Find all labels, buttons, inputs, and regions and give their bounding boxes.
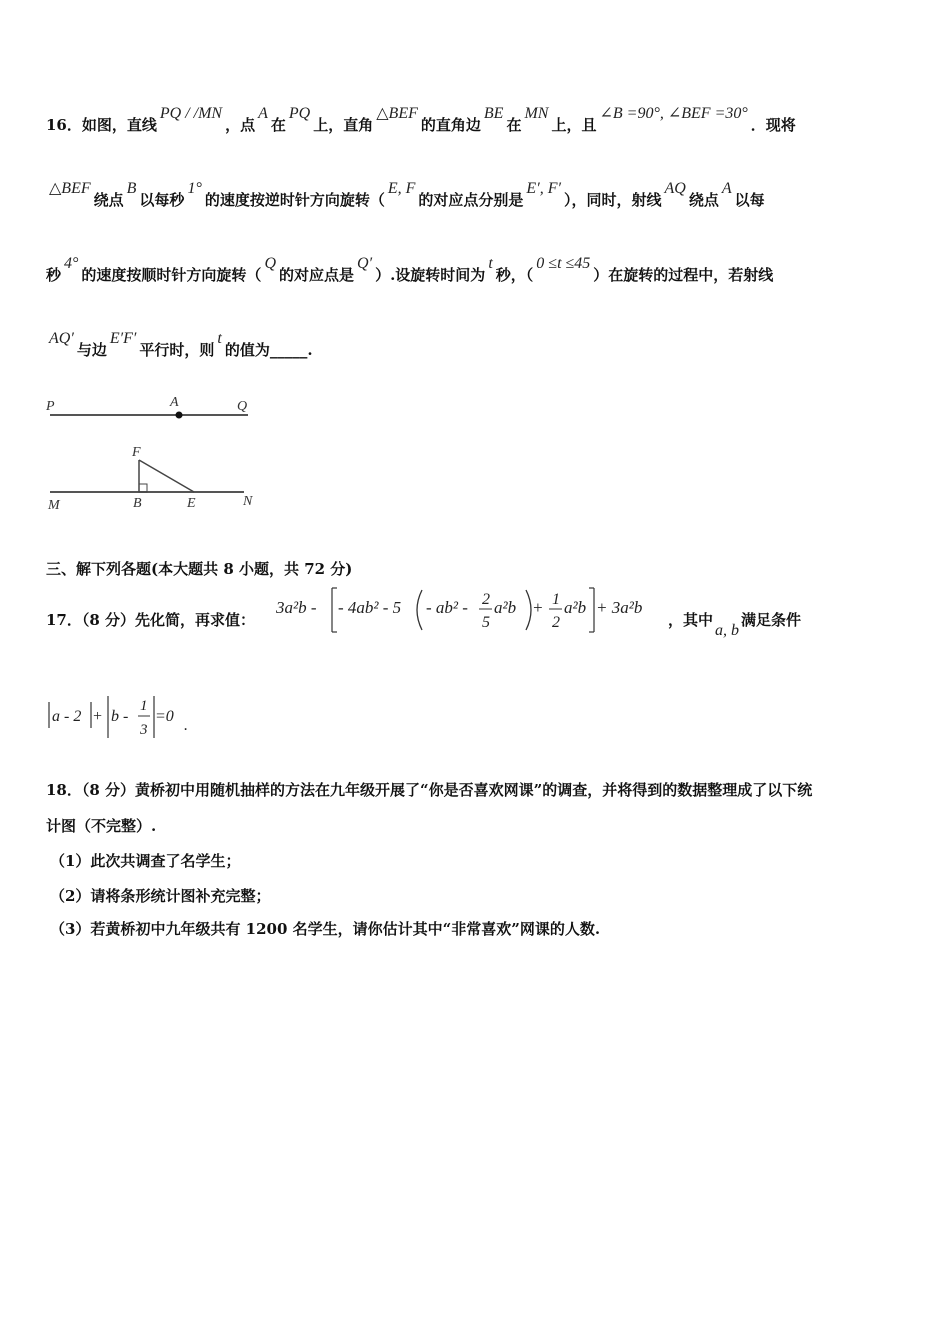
text: ，点 bbox=[225, 116, 256, 134]
point-a bbox=[176, 412, 183, 419]
math-q-prime: Q′ bbox=[357, 255, 373, 272]
math-triangle-bef: △BEF bbox=[376, 105, 418, 122]
math-t: t bbox=[217, 330, 222, 347]
q17-lead: 17．（8 分）先化简，再求值： bbox=[46, 611, 256, 629]
right-paren bbox=[526, 590, 531, 630]
text: ，其中 bbox=[668, 611, 714, 629]
math-e-prime-f-prime: E′, F′ bbox=[526, 180, 561, 197]
label-e: E bbox=[187, 496, 196, 511]
cond-term-b: b - bbox=[111, 708, 129, 725]
label-a: A bbox=[170, 395, 179, 410]
left-paren bbox=[417, 590, 422, 630]
cond-frac-den: 3 bbox=[140, 722, 148, 738]
cond-frac-num: 1 bbox=[140, 698, 148, 714]
q16-figure bbox=[40, 388, 280, 518]
math-a: A bbox=[721, 180, 732, 197]
text: 绕点 bbox=[93, 191, 124, 209]
section-3-heading: 三、解下列各题(本大题共 8 小题，共 72 分) bbox=[46, 560, 353, 578]
math-triangle-bef: △BEF bbox=[49, 180, 91, 197]
expr-term-7: + 3a²b bbox=[596, 598, 643, 617]
expr-term-1: 3a²b - bbox=[276, 598, 317, 617]
math-a: A bbox=[258, 105, 268, 122]
math-q: Q bbox=[264, 255, 276, 272]
right-angle-mark bbox=[139, 484, 147, 492]
text: 绕点 bbox=[688, 191, 719, 209]
q18-line-2: 计图（不完整）. bbox=[46, 817, 157, 835]
text: 的速度按顺时针方向旋转（ bbox=[81, 266, 262, 284]
cond-eq: =0 bbox=[155, 708, 174, 725]
math-t: t bbox=[488, 255, 493, 272]
math-4-degree: 4° bbox=[64, 255, 79, 272]
q18-sub-3: （3）若黄桥初中九年级共有 1200 名学生，请你估计其中“非常喜欢”网课的人数. bbox=[50, 920, 601, 938]
expr-term-3: - ab² - bbox=[426, 598, 468, 617]
text: ），同时，射线 bbox=[563, 191, 662, 209]
text: 以每秒 bbox=[139, 191, 185, 209]
math-aq-prime: AQ′ bbox=[49, 330, 74, 347]
q18-line-1: 18．（8 分）黄桥初中用随机抽样的方法在九年级开展了“你是否喜欢网课”的调查，并将得到的数据整理成了以下统 bbox=[46, 781, 813, 799]
q16-line-4 bbox=[46, 330, 904, 360]
text: ．现将 bbox=[750, 116, 796, 134]
label-b: B bbox=[133, 496, 142, 511]
frac1-den: 5 bbox=[482, 614, 490, 631]
expr-term-2: - 4ab² - 5 bbox=[338, 598, 402, 617]
text: 的直角边 bbox=[420, 116, 481, 134]
text: 上，直角 bbox=[313, 116, 374, 134]
expr-term-5: + bbox=[532, 598, 544, 617]
label-n: N bbox=[243, 494, 253, 509]
expr-term-6: a²b bbox=[564, 598, 587, 617]
math-e-prime-f-prime: E′F′ bbox=[109, 330, 137, 347]
cond-end: . bbox=[184, 717, 188, 734]
label-q: Q bbox=[237, 399, 248, 414]
math-pq-parallel-mn: PQ / /MN bbox=[159, 105, 223, 122]
expr-term-4: a²b bbox=[494, 598, 517, 617]
math-angles: ∠B =90°, ∠BEF =30° bbox=[599, 105, 748, 122]
q16-line-1 bbox=[46, 105, 904, 135]
text: 秒，（ bbox=[495, 266, 534, 284]
label-p: P bbox=[46, 399, 55, 414]
q17-condition bbox=[44, 694, 204, 742]
math-mn: MN bbox=[524, 105, 549, 122]
text: 上，且 bbox=[551, 116, 597, 134]
label-f: F bbox=[132, 445, 141, 460]
label-m: M bbox=[48, 498, 60, 513]
q16-line-3 bbox=[46, 255, 904, 285]
text: 在 bbox=[270, 116, 286, 134]
math-a-b: a, b bbox=[715, 622, 740, 639]
text: 以每 bbox=[734, 191, 765, 209]
text: ）.设旋转时间为 bbox=[375, 266, 486, 284]
text: 的对应点分别是 bbox=[418, 191, 524, 209]
q18-sub-2: （2）请将条形统计图补充完整； bbox=[50, 887, 271, 905]
text: 的速度按逆时针方向旋转（ bbox=[204, 191, 385, 209]
text: 在 bbox=[506, 116, 522, 134]
text: 满足条件 bbox=[741, 611, 802, 629]
math-b: B bbox=[126, 180, 137, 197]
q17-expression bbox=[272, 584, 662, 636]
frac2-den: 2 bbox=[552, 614, 560, 631]
text: 与边 bbox=[76, 341, 107, 359]
frac2-num: 1 bbox=[552, 591, 560, 608]
cond-plus: + bbox=[92, 708, 103, 725]
q16-line-2 bbox=[46, 180, 904, 210]
text: 的值为_____. bbox=[224, 341, 313, 359]
text: 秒 bbox=[46, 266, 62, 284]
frac1-num: 2 bbox=[482, 591, 490, 608]
text: 16．如图，直线 bbox=[46, 116, 157, 134]
text: 平行时，则 bbox=[139, 341, 215, 359]
q18-sub-1: （1）此次共调查了名学生； bbox=[50, 852, 241, 870]
math-aq: AQ bbox=[664, 180, 686, 197]
cond-term-a: a - 2 bbox=[52, 708, 82, 725]
math-1-degree: 1° bbox=[187, 180, 202, 197]
math-pq: PQ bbox=[288, 105, 311, 122]
math-t-range: 0 ≤t ≤45 bbox=[536, 255, 591, 272]
q17-line-1-tail bbox=[668, 609, 904, 639]
text: 的对应点是 bbox=[279, 266, 355, 284]
text: ）在旋转的过程中，若射线 bbox=[593, 266, 774, 284]
math-be: BE bbox=[483, 105, 504, 122]
math-e-f: E, F bbox=[387, 180, 416, 197]
